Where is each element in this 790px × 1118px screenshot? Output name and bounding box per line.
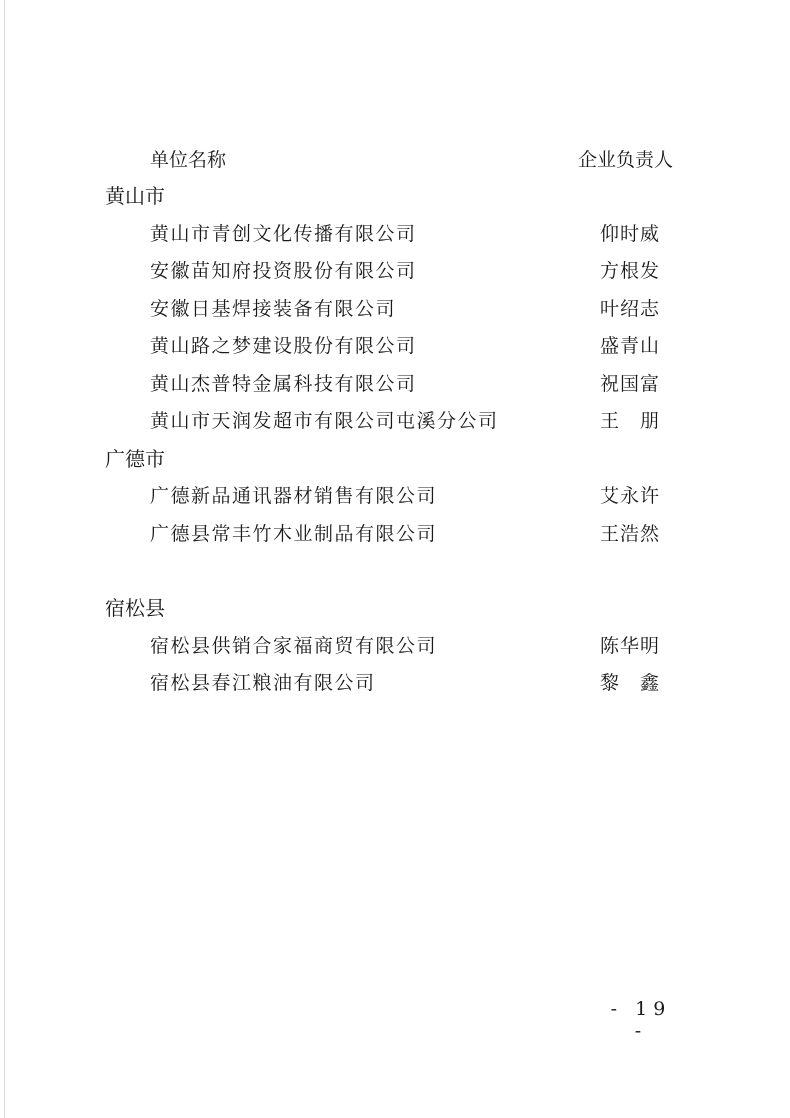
table-header [0, 145, 790, 173]
person-name: 王 朋 [600, 410, 661, 432]
person-name: 黎 鑫 [600, 672, 661, 694]
page-number: - 19 - [610, 998, 672, 1042]
company-name: 黄山杰普特金属科技有限公司 [150, 372, 417, 395]
list-item [0, 293, 790, 331]
region-heading: 广德市 [105, 446, 165, 471]
list-item [0, 630, 790, 668]
group-spacer [0, 555, 790, 592]
company-name: 黄山路之梦建设股份有限公司 [150, 335, 417, 357]
company-list [0, 180, 790, 705]
company-name: 安徽苗知府投资股份有限公司 [150, 260, 417, 282]
person-name: 艾永许 [600, 485, 661, 507]
company-name: 宿松县供销合家福商贸有限公司 [150, 634, 438, 657]
company-name: 广德新品通讯器材销售有限公司 [150, 485, 438, 507]
person-name: 方根发 [600, 260, 661, 282]
list-item [0, 330, 790, 368]
region-heading: 黄山市 [105, 184, 165, 208]
person-name: 叶绍志 [600, 297, 661, 320]
region-heading: 宿松县 [105, 596, 165, 620]
company-name: 宿松县春江粮油有限公司 [150, 672, 376, 694]
person-name: 盛青山 [600, 335, 661, 357]
list-item [0, 667, 790, 705]
region-group-guangde [0, 443, 790, 556]
person-name: 祝国富 [600, 372, 661, 395]
company-name: 广德县常丰竹木业制品有限公司 [150, 522, 438, 545]
region-group-susong [0, 592, 790, 705]
list-item [0, 480, 790, 518]
list-item [0, 518, 790, 556]
header-person-in-charge: 企业负责人 [578, 149, 674, 171]
company-name: 黄山市青创文化传播有限公司 [150, 222, 417, 245]
company-name: 黄山市天润发超市有限公司屯溪分公司 [150, 410, 499, 432]
list-item [0, 368, 790, 406]
person-name: 陈华明 [600, 634, 661, 657]
list-item [0, 218, 790, 256]
person-name: 王浩然 [600, 522, 661, 545]
list-item [0, 255, 790, 293]
list-item [0, 405, 790, 443]
header-unit-name: 单位名称 [150, 149, 227, 171]
company-name: 安徽日基焊接装备有限公司 [150, 297, 397, 320]
region-group-huangshan [0, 180, 790, 443]
person-name: 仰时威 [600, 222, 661, 245]
